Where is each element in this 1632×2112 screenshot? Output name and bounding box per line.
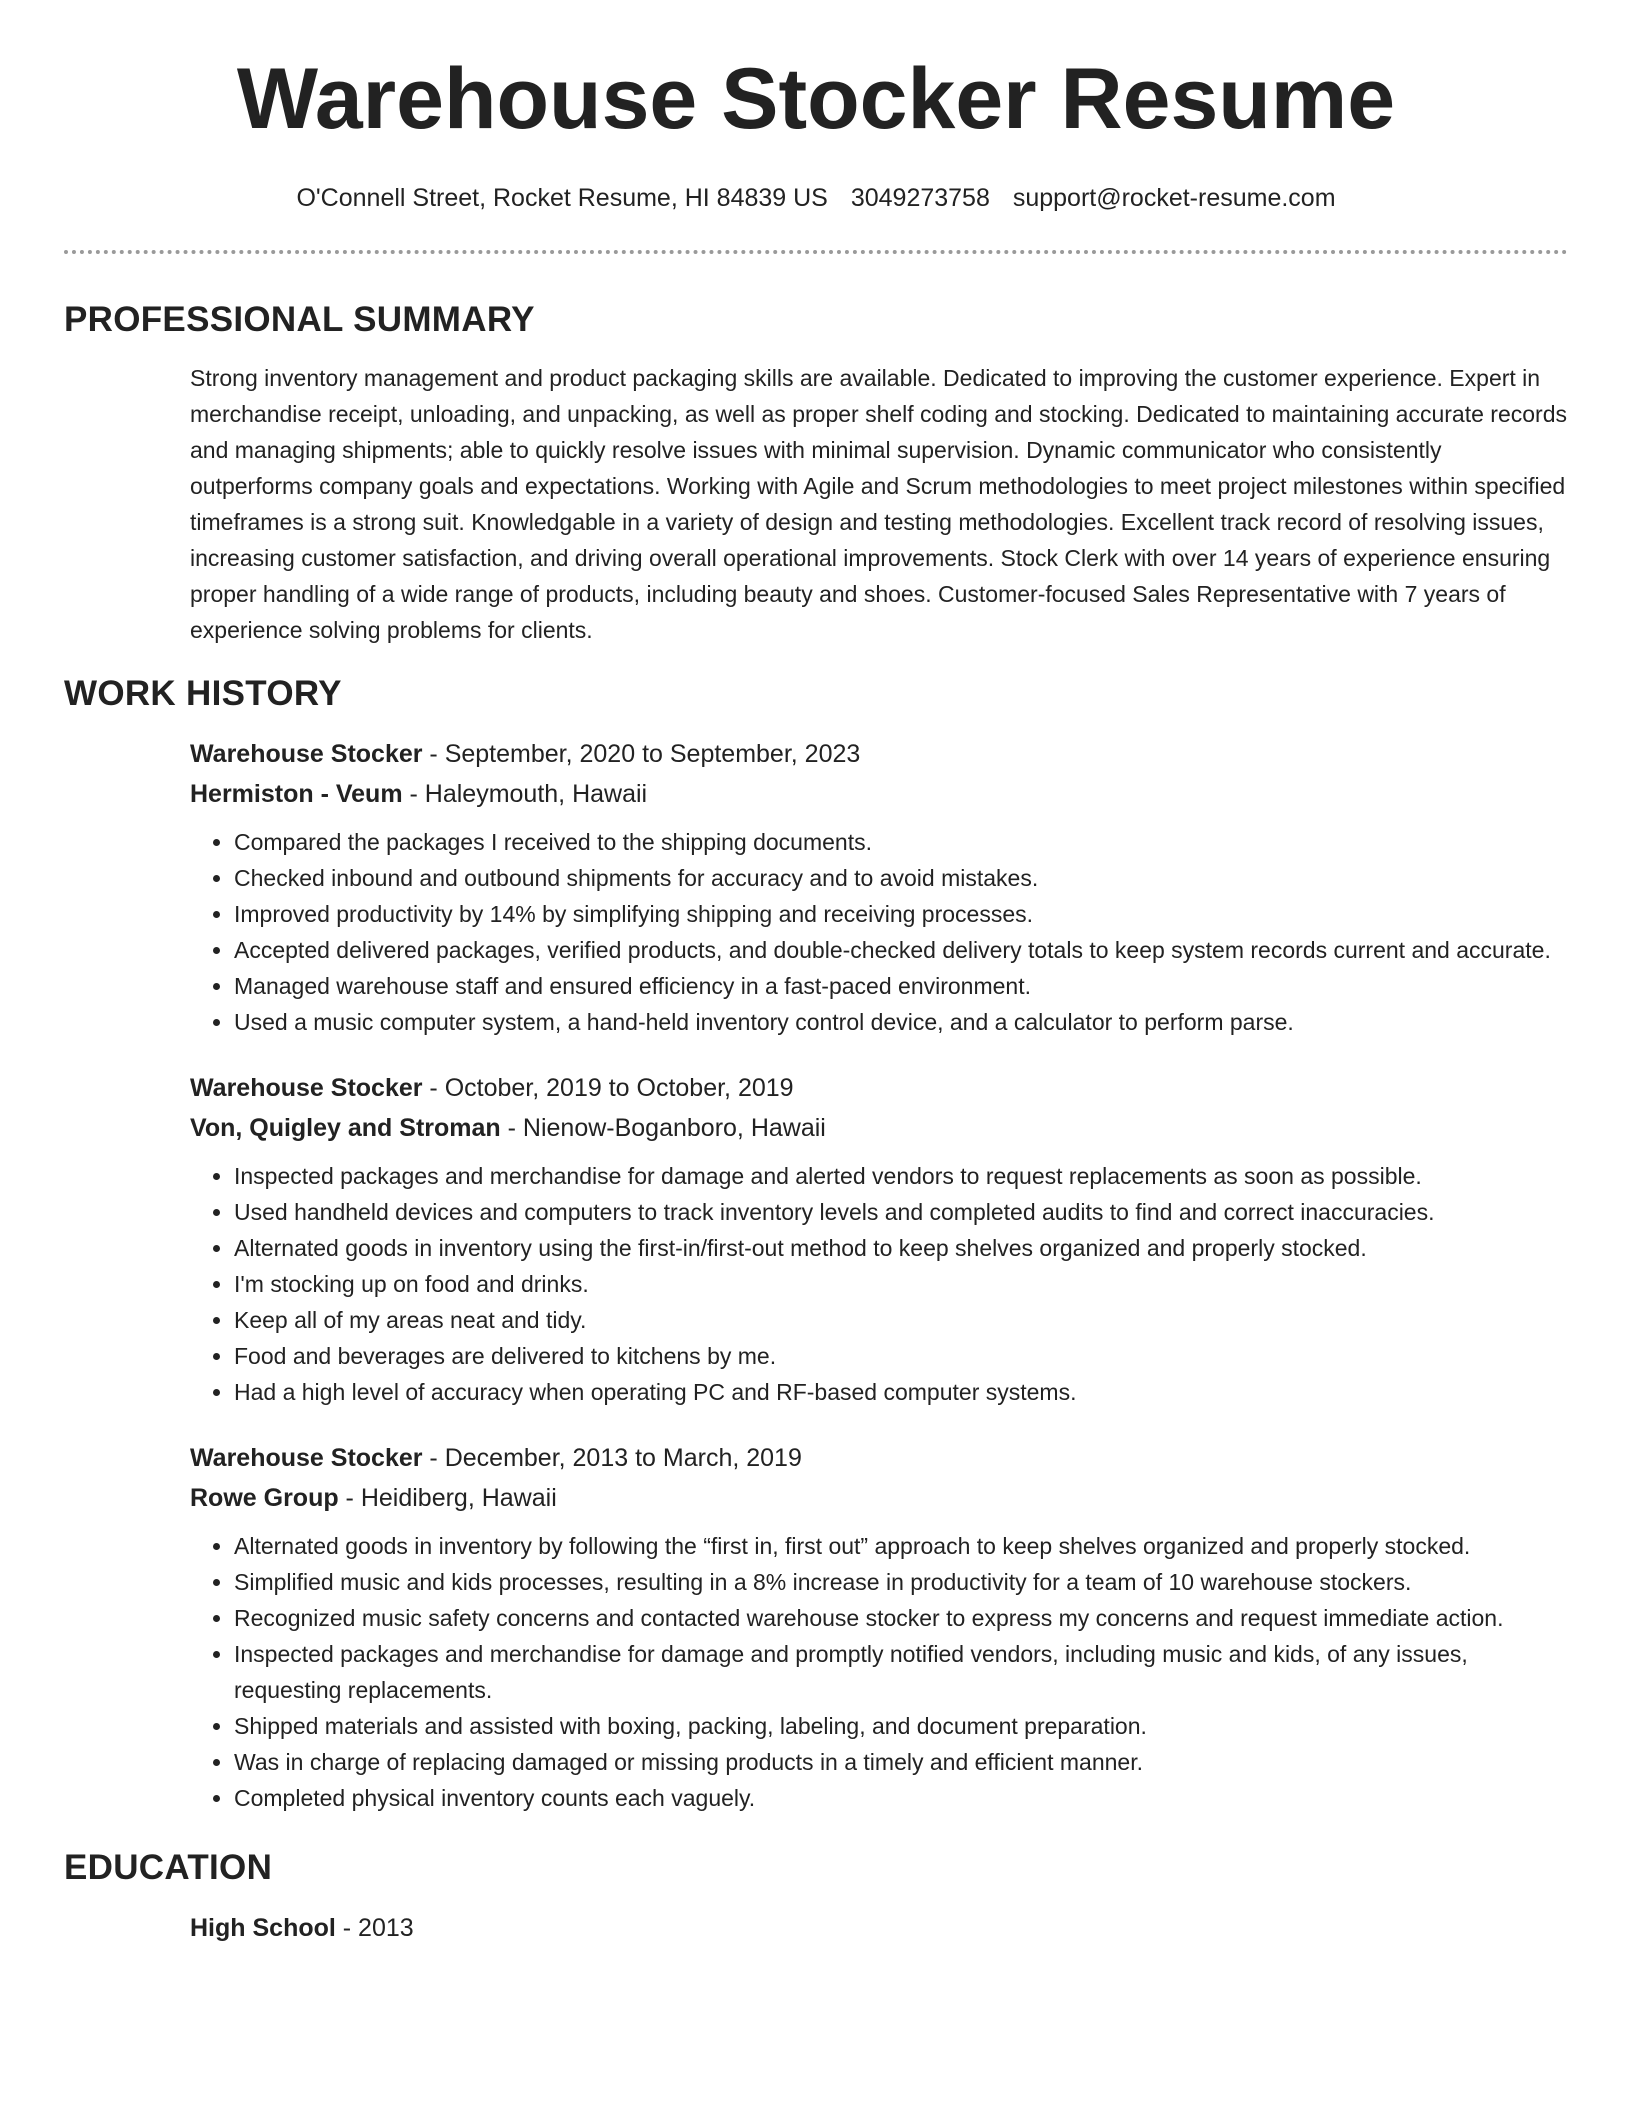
- job-bullet: • I'm stocking up on food and drinks.: [234, 1266, 1568, 1302]
- job-bullet: • Inspected packages and merchandise for damage and promptly notified vendors, including music and kids, of any issues, requesting replacements.: [234, 1636, 1568, 1708]
- job-dates: - December, 2013 to March, 2019: [422, 1444, 802, 1472]
- contact-address: O'Connell Street, Rocket Resume, HI 84839 US: [296, 184, 828, 212]
- job-bullets: [190, 1528, 1568, 1816]
- job-company-line: [190, 1108, 1568, 1148]
- job-dates: - October, 2019 to October, 2019: [422, 1074, 794, 1102]
- job-location: - Haleymouth, Hawaii: [402, 780, 648, 808]
- work-history-section: [64, 670, 1568, 1816]
- job-bullet: • Keep all of my areas neat and tidy.: [234, 1302, 1568, 1338]
- job-bullet: • Had a high level of accuracy when operating PC and RF-based computer systems.: [234, 1374, 1568, 1410]
- summary-body: [190, 360, 1568, 648]
- job-bullets: [190, 1158, 1568, 1410]
- job-title-line: [190, 734, 1568, 774]
- job-bullet: • Was in charge of replacing damaged or missing products in a timely and efficient manner.: [234, 1744, 1568, 1780]
- resume-title: Warehouse Stocker Resume: [236, 51, 1396, 147]
- job-bullet: • Recognized music safety concerns and contacted warehouse stocker to express my concerns and request immediate action.: [234, 1600, 1568, 1636]
- job-bullet: • Managed warehouse staff and ensured efficiency in a fast-paced environment.: [234, 968, 1568, 1004]
- job-title: Warehouse Stocker: [190, 740, 423, 768]
- job-entry: [190, 734, 1568, 1040]
- job-bullet: • Completed physical inventory counts each vaguely.: [234, 1780, 1568, 1816]
- job-bullet: • Used a music computer system, a hand-held inventory control device, and a calculator to perform parse.: [234, 1004, 1568, 1040]
- job-title: Warehouse Stocker: [190, 1444, 423, 1472]
- job-title: Warehouse Stocker: [190, 1074, 423, 1102]
- education-section: [64, 1844, 1568, 1948]
- work-history-body: [190, 734, 1568, 1816]
- job-location: - Heidiberg, Hawaii: [338, 1484, 557, 1512]
- job-bullet: • Food and beverages are delivered to kitchens by me.: [234, 1338, 1568, 1374]
- job-bullet: • Accepted delivered packages, verified products, and double-checked delivery totals to keep system records current and accurate.: [234, 932, 1568, 968]
- contact-line: [0, 180, 1632, 216]
- header-divider: [64, 250, 1568, 254]
- job-bullet: • Shipped materials and assisted with boxing, packing, labeling, and document preparation.: [234, 1708, 1568, 1744]
- summary-text: Strong inventory management and product packaging skills are available. Dedicated to improving the customer experience. Expert in merchandise receipt, unloading, and unpacking, as well as proper shelf coding and stocking. Dedicated to maintaining accurate records and managing shipments; able to quickly resolve issues with minimal supervision. Dynamic communicator who consistently outperforms company goals and expectations. Working with Agile and Scrum methodologies to meet project milestones within specified timeframes is a strong suit. Knowledgable in a variety of design and testing methodologies. Excellent track record of resolving issues, increasing customer satisfaction, and driving overall operational improvements. Stock Clerk with over 14 years of experience ensuring proper handling of a wide range of products, including beauty and shoes. Customer-focused Sales Representative with 7 years of experience solving problems for clients.: [190, 365, 1567, 643]
- education-heading: EDUCATION: [64, 1848, 273, 1887]
- summary-section: [64, 296, 1568, 648]
- education-body: [190, 1908, 1568, 1948]
- job-bullet: • Simplified music and kids processes, resulting in a 8% increase in productivity for a team of 10 warehouse stockers.: [234, 1564, 1568, 1600]
- education-degree: High School: [190, 1914, 336, 1942]
- job-entry: [190, 1068, 1568, 1410]
- job-company: Rowe Group: [190, 1484, 339, 1512]
- job-entry: [190, 1438, 1568, 1816]
- job-bullets: [190, 824, 1568, 1040]
- education-year: - 2013: [335, 1914, 414, 1942]
- summary-heading: PROFESSIONAL SUMMARY: [64, 300, 535, 339]
- work-history-heading: WORK HISTORY: [64, 674, 342, 713]
- job-bullet: • Used handheld devices and computers to track inventory levels and completed audits to find and correct inaccuracies.: [234, 1194, 1568, 1230]
- job-dates: - September, 2020 to September, 2023: [422, 740, 861, 768]
- job-company-line: [190, 774, 1568, 814]
- job-location: - Nienow-Boganboro, Hawaii: [500, 1114, 826, 1142]
- job-bullet: • Alternated goods in inventory by following the “first in, first out” approach to keep shelves organized and properly stocked.: [234, 1528, 1568, 1564]
- contact-phone: 3049273758: [850, 184, 990, 212]
- job-bullet: • Compared the packages I received to the shipping documents.: [234, 824, 1568, 860]
- job-company: Von, Quigley and Stroman: [190, 1114, 501, 1142]
- resume-content: [64, 296, 1568, 1948]
- job-title-line: [190, 1438, 1568, 1478]
- job-bullet: • Improved productivity by 14% by simplifying shipping and receiving processes.: [234, 896, 1568, 932]
- education-entry: [190, 1908, 1568, 1948]
- job-company-line: [190, 1478, 1568, 1518]
- job-bullet: • Inspected packages and merchandise for damage and alerted vendors to request replacements as soon as possible.: [234, 1158, 1568, 1194]
- job-bullet: • Alternated goods in inventory using the first-in/first-out method to keep shelves organized and properly stocked.: [234, 1230, 1568, 1266]
- job-company: Hermiston - Veum: [190, 780, 403, 808]
- job-bullet: • Checked inbound and outbound shipments for accuracy and to avoid mistakes.: [234, 860, 1568, 896]
- contact-email: support@rocket-resume.com: [1012, 184, 1336, 212]
- job-title-line: [190, 1068, 1568, 1108]
